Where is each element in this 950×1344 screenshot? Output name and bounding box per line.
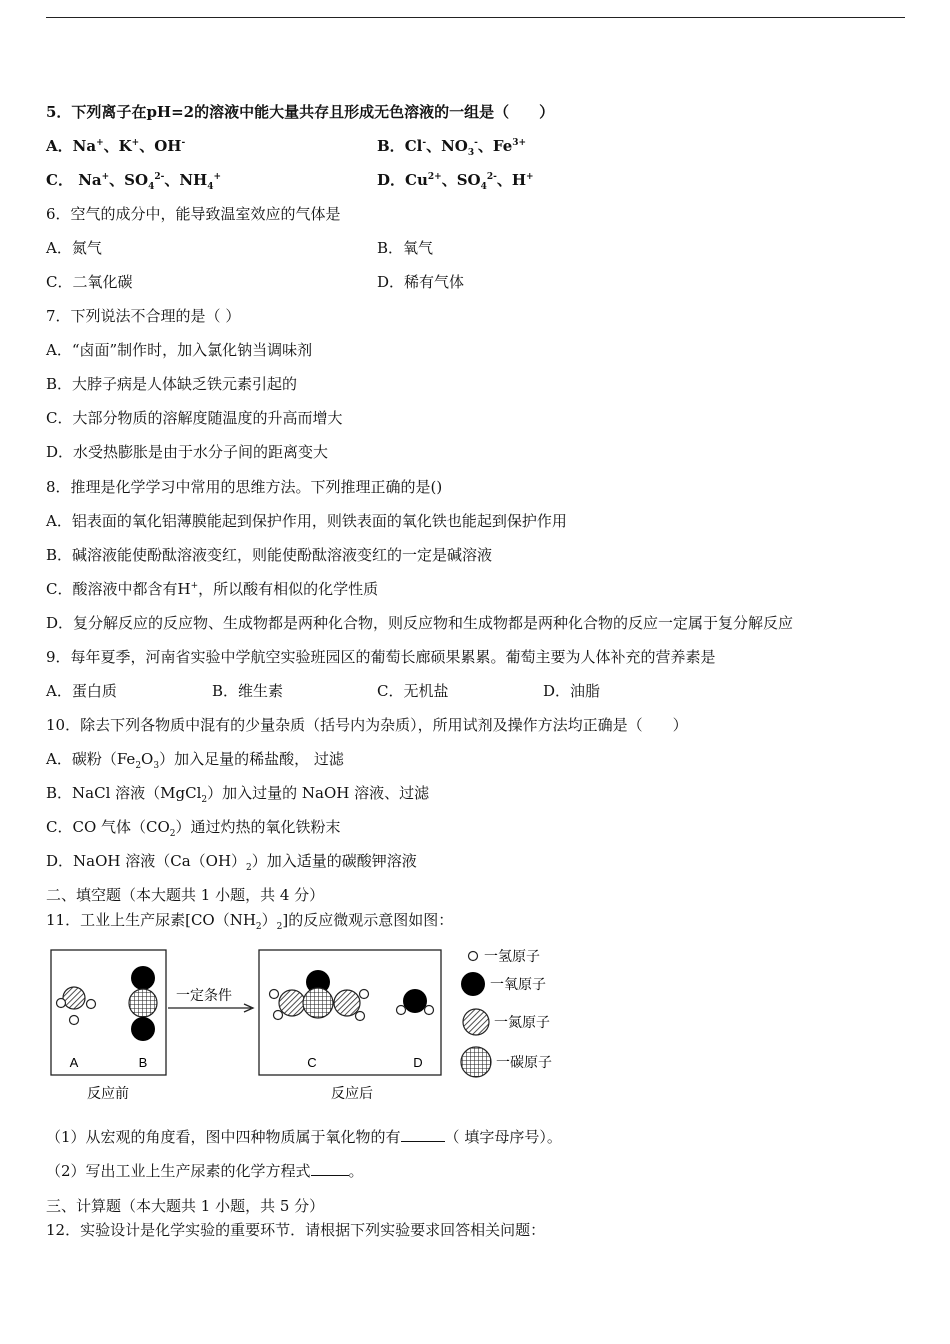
q6-option-d: D．稀有气体 [377, 273, 465, 291]
label-before: 反应前 [87, 1086, 129, 1102]
hydrogen-atom [274, 1011, 283, 1020]
carbon-atom [303, 988, 333, 1018]
q7-option-c: C．大部分物质的溶解度随温度的升高而增大 [46, 409, 343, 427]
legend-nitrogen-icon [463, 1009, 489, 1035]
q5-option-b: B．Cl-、$NO_3^-$、$Fe^{3+}$ [377, 137, 527, 158]
nitrogen-atom [334, 990, 360, 1016]
label-after: 反应后 [331, 1086, 373, 1102]
q10-stem: 10．除去下列各物质中混有的少量杂质（括号内为杂质），所用试剂及操作方法均正确是（ ） [46, 716, 688, 734]
legend-carbon: 一碳原子 [496, 1055, 552, 1071]
q8-option-a: A．铝表面的氧化铝薄膜能起到保护作用，则铁表面的氧化铁也能起到保护作用 [46, 512, 567, 530]
oxygen-atom [131, 966, 155, 990]
q8-option-b: B．碱溶液能使酚酞溶液变红，则能使酚酞溶液变红的一定是碱溶液 [46, 546, 493, 564]
q9-stem: 9．每年夏季，河南省实验中学航空实验班园区的葡萄长廊硕果累累。葡萄主要为人体补充的营养素是 [46, 648, 716, 666]
q7-option-a: A．“卤面”制作时，加入氯化钠当调味剂 [46, 341, 313, 359]
q5-option-c: C． Na+、$SO_4^{2-}$、$NH_4^+$ [46, 171, 222, 192]
reaction-diagram [46, 940, 586, 1110]
hydrogen-atom [270, 990, 279, 999]
q10-option-a: A．碳粉$(Fe_2O_3)$加入足量的稀盐酸， 过滤 [46, 750, 344, 771]
hydrogen-atom [87, 1000, 96, 1009]
q8-option-d: D．复分解反应的反应物、生成物都是两种化合物，则反应物和生成物都是两种化合物的反应一定属于复分解反应 [46, 614, 794, 632]
label-b: B [138, 1055, 148, 1070]
q5-stem: 5．下列离子在pH=2的溶液中能大量共存且形成无色溶液的一组是（ ） [46, 103, 555, 121]
nitrogen-atom [279, 990, 305, 1016]
hydrogen-atom [356, 1012, 365, 1021]
oxygen-atom [403, 989, 427, 1013]
oxygen-atom [131, 1017, 155, 1041]
q5-option-d: D．$Cu^{2+}$、$SO_4^{2-}$、H+ [377, 171, 534, 192]
legend [461, 949, 552, 1077]
q9-option-a: A．蛋白质 [46, 682, 117, 700]
hydrogen-atom [57, 999, 66, 1008]
molecule-c [270, 970, 369, 1021]
answer-blank-1[interactable] [401, 1129, 445, 1142]
q11-part-2: （2）写出工业上生产尿素的化学方程式 。 [46, 1162, 364, 1180]
condition-label: 一定条件 [176, 988, 232, 1004]
label-a: A [69, 1055, 79, 1070]
legend-oxygen-icon [461, 972, 485, 996]
hydrogen-atom [360, 990, 369, 999]
section-3-heading: 三、计算题（本大题共 1 小题，共 5 分） [46, 1197, 325, 1215]
hydrogen-atom [397, 1006, 406, 1015]
nitrogen-atom [63, 987, 85, 1009]
q5-option-a: A．Na+、K+、OH- [46, 137, 186, 155]
legend-hydrogen-icon [469, 952, 478, 961]
q6-stem: 6．空气的成分中，能导致温室效应的气体是 [46, 205, 341, 223]
legend-carbon-icon [461, 1047, 491, 1077]
q10-option-c: C．CO 气体$(CO_2)$通过灼热的氧化铁粉末 [46, 818, 341, 839]
q7-option-d: D．水受热膨胀是由于水分子间的距离变大 [46, 443, 329, 461]
hydrogen-atom [425, 1006, 434, 1015]
q10-option-d: D．NaOH 溶液$(Ca(OH)_2)$加入适量的碳酸钾溶液 [46, 852, 417, 873]
q9-option-c: C．无机盐 [377, 682, 449, 700]
carbon-atom [129, 989, 157, 1017]
hydrogen-atom [70, 1016, 79, 1025]
q9-option-d: D．油脂 [543, 682, 601, 700]
legend-hydrogen: 一氢原子 [484, 949, 540, 965]
q6-option-a: A．氮气 [46, 239, 102, 257]
molecule-d [397, 989, 434, 1015]
molecule-a [57, 987, 96, 1025]
molecule-b [129, 966, 157, 1041]
q11-stem: 11．工业上生产尿素$[CO(NH_2)_2]$的反应微观示意图如图： [46, 911, 454, 932]
q8-stem: 8．推理是化学学习中常用的思维方法。下列推理正确的是() [46, 478, 443, 496]
q9-option-b: B．维生素 [212, 682, 284, 700]
header-rule [46, 17, 905, 18]
q6-option-c: C．二氧化碳 [46, 273, 133, 291]
q8-option-c: C．酸溶液中都含有H+，所以酸有相似的化学性质 [46, 580, 379, 598]
q7-stem: 7．下列说法不合理的是（ ） [46, 307, 241, 325]
legend-oxygen: 一氧原子 [490, 977, 546, 993]
section-2-heading: 二、填空题（本大题共 1 小题，共 4 分） [46, 886, 325, 904]
label-c: C [307, 1055, 317, 1070]
q6-option-b: B．氧气 [377, 239, 434, 257]
q12-stem: 12．实验设计是化学实验的重要环节．请根据下列实验要求回答相关问题： [46, 1221, 546, 1239]
legend-nitrogen: 一氮原子 [494, 1015, 550, 1031]
answer-blank-2[interactable] [311, 1163, 349, 1176]
q10-option-b: B．NaCl 溶液（MgCl$_2$）加入过量的 NaOH 溶液、过滤 [46, 784, 430, 805]
q7-option-b: B．大脖子病是人体缺乏铁元素引起的 [46, 375, 298, 393]
q11-part-1: （1）从宏观的角度看，图中四种物质属于氧化物的有 （ 填字母序号）。 [46, 1128, 562, 1146]
label-d: D [413, 1055, 423, 1070]
